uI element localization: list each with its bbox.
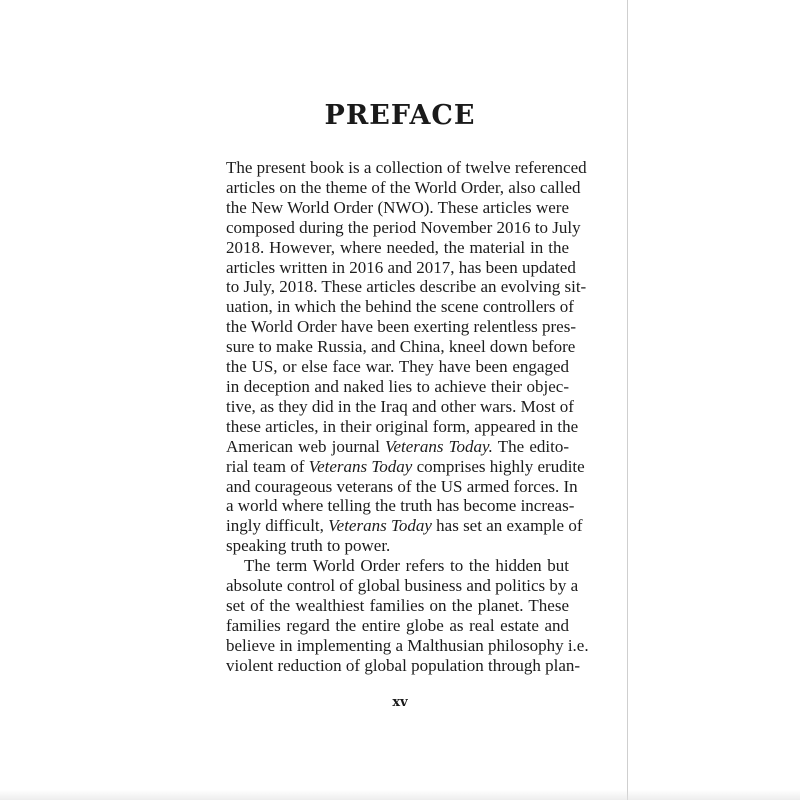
text-line: believe in implementing a Malthusian philosophy i.e. xyxy=(226,635,589,655)
text-line: and courageous veterans of the US armed forces. In xyxy=(226,476,578,496)
paragraph-1 xyxy=(226,158,587,556)
text-line: to July, 2018. These articles describe an evolving sit- xyxy=(226,277,587,297)
text-line: sure to make Russia, and China, kneel down before xyxy=(226,337,576,357)
journal-title: Veterans Today xyxy=(328,516,432,536)
text-line: a world where telling the truth has become increas- xyxy=(226,496,575,516)
page-number: xv xyxy=(392,695,408,710)
text-line: these articles, in their original form, appeared in the xyxy=(226,416,579,436)
text-line: The term World Order refers to the hidden but xyxy=(244,556,569,576)
preface-body xyxy=(226,158,589,676)
text-line: the New World Order (NWO). These articles were xyxy=(226,197,569,217)
text-line: in deception and naked lies to achieve their objec- xyxy=(226,376,569,396)
text-line: tive, as they did in the Iraq and other wars. Most of xyxy=(226,396,574,416)
text-line: articles written in 2016 and 2017, has been updated xyxy=(226,257,576,277)
text-line: 2018. However, where needed, the material in the xyxy=(226,237,569,257)
text-line: absolute control of global business and politics by a xyxy=(226,576,579,596)
text-line: the World Order have been exerting relentless pres- xyxy=(226,317,576,337)
text-line: violent reduction of global population through plan- xyxy=(226,655,581,675)
text-line: speaking truth to power. xyxy=(226,536,391,556)
text-line: The present book is a collection of twelve referenced xyxy=(226,158,587,177)
page-title: PREFACE xyxy=(324,100,476,131)
journal-title: Veterans Today xyxy=(308,456,413,476)
text-line: the US, or else face war. They have been engaged xyxy=(226,357,569,377)
journal-title: Veterans Today. xyxy=(384,436,493,456)
page-bottom-shadow xyxy=(0,790,800,800)
text-line: set of the wealthiest families on the planet. These xyxy=(226,595,569,615)
text-line: rial team of Veterans Today comprises highly erudite xyxy=(226,456,585,476)
text-line: composed during the period November 2016 to July xyxy=(226,217,581,237)
paragraph-2 xyxy=(226,556,589,675)
text-line: American web journal Veterans Today. The edito- xyxy=(226,436,570,456)
text-line: articles on the theme of the World Order, also called xyxy=(226,177,581,197)
text-line: uation, in which the behind the scene controllers of xyxy=(226,297,574,317)
text-line: families regard the entire globe as real estate and xyxy=(226,615,569,635)
text-line: ingly difficult, Veterans Today has set an example of xyxy=(226,516,583,536)
